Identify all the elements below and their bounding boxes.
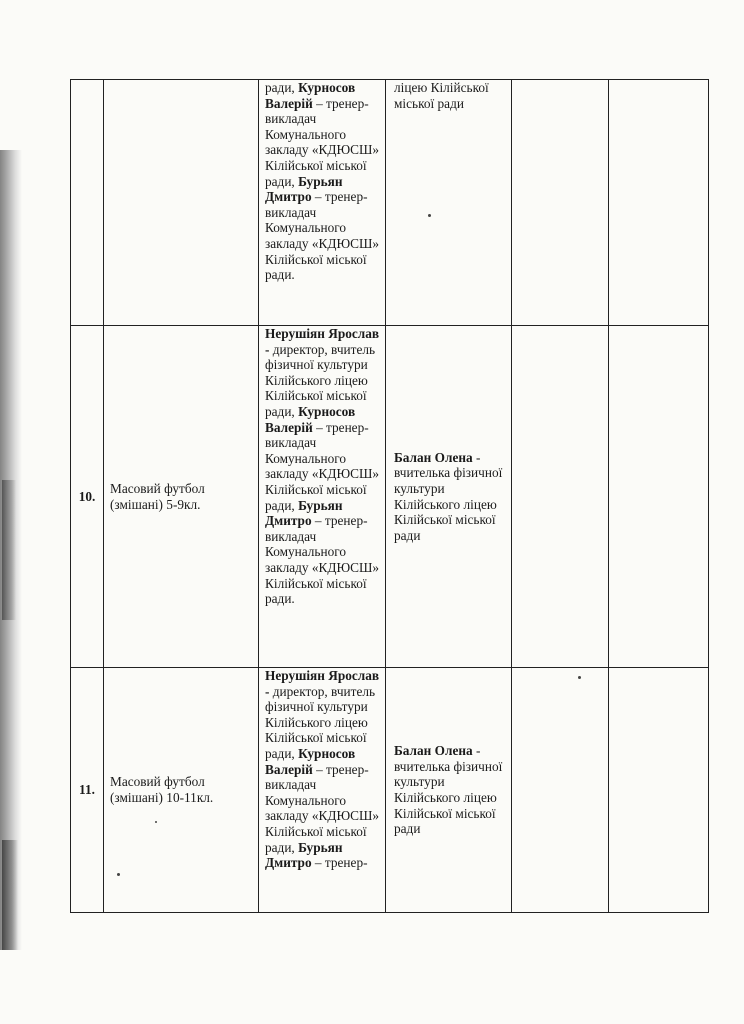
event-name: Масовий футбол (змішані) 10-11кл. <box>104 668 259 913</box>
responsible-person: Курносов Валерій <box>265 403 356 435</box>
responsible-text: – тренер-викладач Комунального закладу «КДЮСШ» Кілійської міської ради. <box>265 513 380 607</box>
responsible-text: – тренер-викладач Комунального закладу «КДЮСШ» Кілійської міської ради. <box>265 189 380 283</box>
table-row <box>71 80 709 326</box>
row-number: 10. <box>71 326 104 668</box>
row-number <box>71 80 104 326</box>
responsible-person: Нерушіян Ярослав - <box>265 326 380 357</box>
responsible-text: директор, вчитель фізичної культури Кілійського ліцею Кілійської міської ради, <box>265 683 376 761</box>
judge-cell <box>386 326 512 668</box>
judge-text: - вчителька фізичної культури Кілійського ліцею Кілійської міської ради <box>394 743 503 837</box>
responsible-cell <box>259 668 386 913</box>
empty-cell <box>609 668 709 913</box>
judge-name: Балан Олена <box>394 449 473 465</box>
event-name <box>104 80 259 326</box>
empty-cell <box>609 326 709 668</box>
judge-cell <box>386 668 512 913</box>
scan-speck <box>578 676 581 679</box>
row-number: 11. <box>71 668 104 913</box>
responsible-person: Курносов Валерій <box>265 80 356 111</box>
judge-cell <box>386 80 512 326</box>
schedule-table <box>70 79 709 913</box>
event-name: Масовий футбол (змішані) 5-9кл. <box>104 326 259 668</box>
responsible-person: Бурьян Дмитро <box>265 497 343 529</box>
responsible-person: Нерушіян Ярослав - <box>265 668 380 699</box>
table-row <box>71 326 709 668</box>
responsible-person: Курносов Валерій <box>265 745 356 777</box>
responsible-person: Бурьян Дмитро <box>265 839 343 871</box>
responsible-text: – тренер-викладач Комунального закладу «КДЮСШ» Кілійської міської ради, <box>265 761 380 855</box>
judge-text: - вчителька фізичної культури Кілійського ліцею Кілійської міської ради <box>394 449 503 543</box>
responsible-text: – тренер-викладач Комунального закладу «КДЮСШ» Кілійської міської ради, <box>265 95 380 189</box>
scan-edge-shadow <box>2 840 18 950</box>
empty-cell <box>512 326 609 668</box>
responsible-text: ради, <box>265 80 299 95</box>
responsible-text: директор, вчитель фізичної культури Кілійського ліцею Кілійської міської ради, <box>265 341 376 419</box>
responsible-cell <box>259 326 386 668</box>
scan-speck <box>428 214 431 217</box>
judge-name: Балан Олена <box>394 743 473 759</box>
responsible-text: – тренер- <box>311 855 368 871</box>
scan-speck <box>155 821 157 823</box>
scan-edge-shadow <box>2 480 16 620</box>
empty-cell <box>512 668 609 913</box>
scan-speck <box>117 873 120 876</box>
empty-cell <box>609 80 709 326</box>
judge-text: ліцею Кілійської міської ради <box>394 80 489 111</box>
responsible-text: – тренер-викладач Комунального закладу «КДЮСШ» Кілійської міської ради, <box>265 419 380 513</box>
table-row <box>71 668 709 913</box>
responsible-cell <box>259 80 386 326</box>
responsible-person: Бурьян Дмитро <box>265 173 343 205</box>
empty-cell <box>512 80 609 326</box>
